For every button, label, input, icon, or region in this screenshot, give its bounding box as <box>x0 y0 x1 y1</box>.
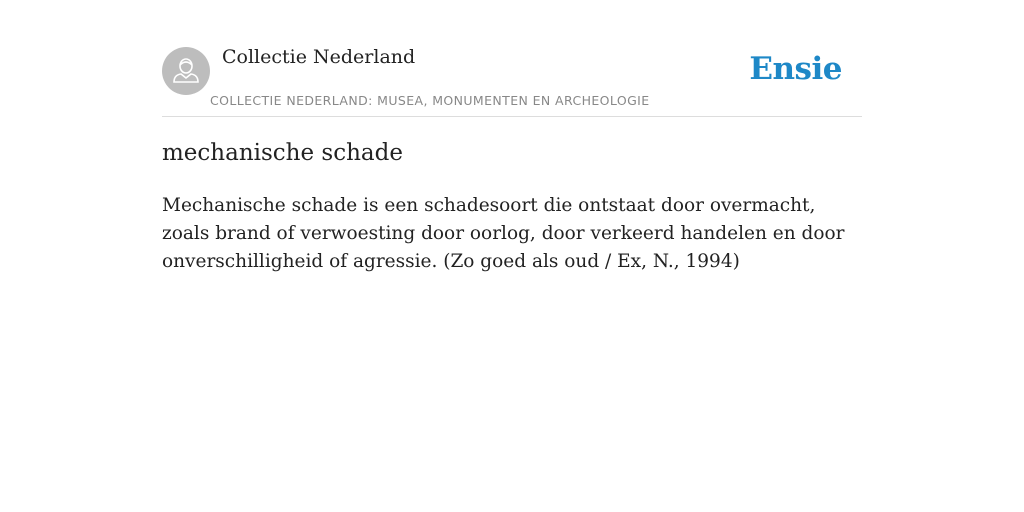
author-subtitle: COLLECTIE NEDERLAND: MUSEA, MONUMENTEN EN ARCHEOLOGIE <box>210 93 650 108</box>
entry-definition: Mechanische schade is een schadesoort die ontstaat door overmacht, zoals brand of verwoesting door oorlog, door verkeerd handelen en door onverschilligheid of agressie. (Zo goed als oud / Ex, N., 1994) <box>162 195 845 272</box>
ensie-logo-link[interactable]: Ensie <box>749 51 842 87</box>
entry-term: mechanische schade <box>162 140 403 166</box>
avatar[interactable] <box>162 47 210 95</box>
page-container <box>162 0 862 272</box>
author-name[interactable]: Collectie Nederland <box>222 46 416 68</box>
user-icon <box>162 47 210 95</box>
entry-header <box>162 0 862 117</box>
